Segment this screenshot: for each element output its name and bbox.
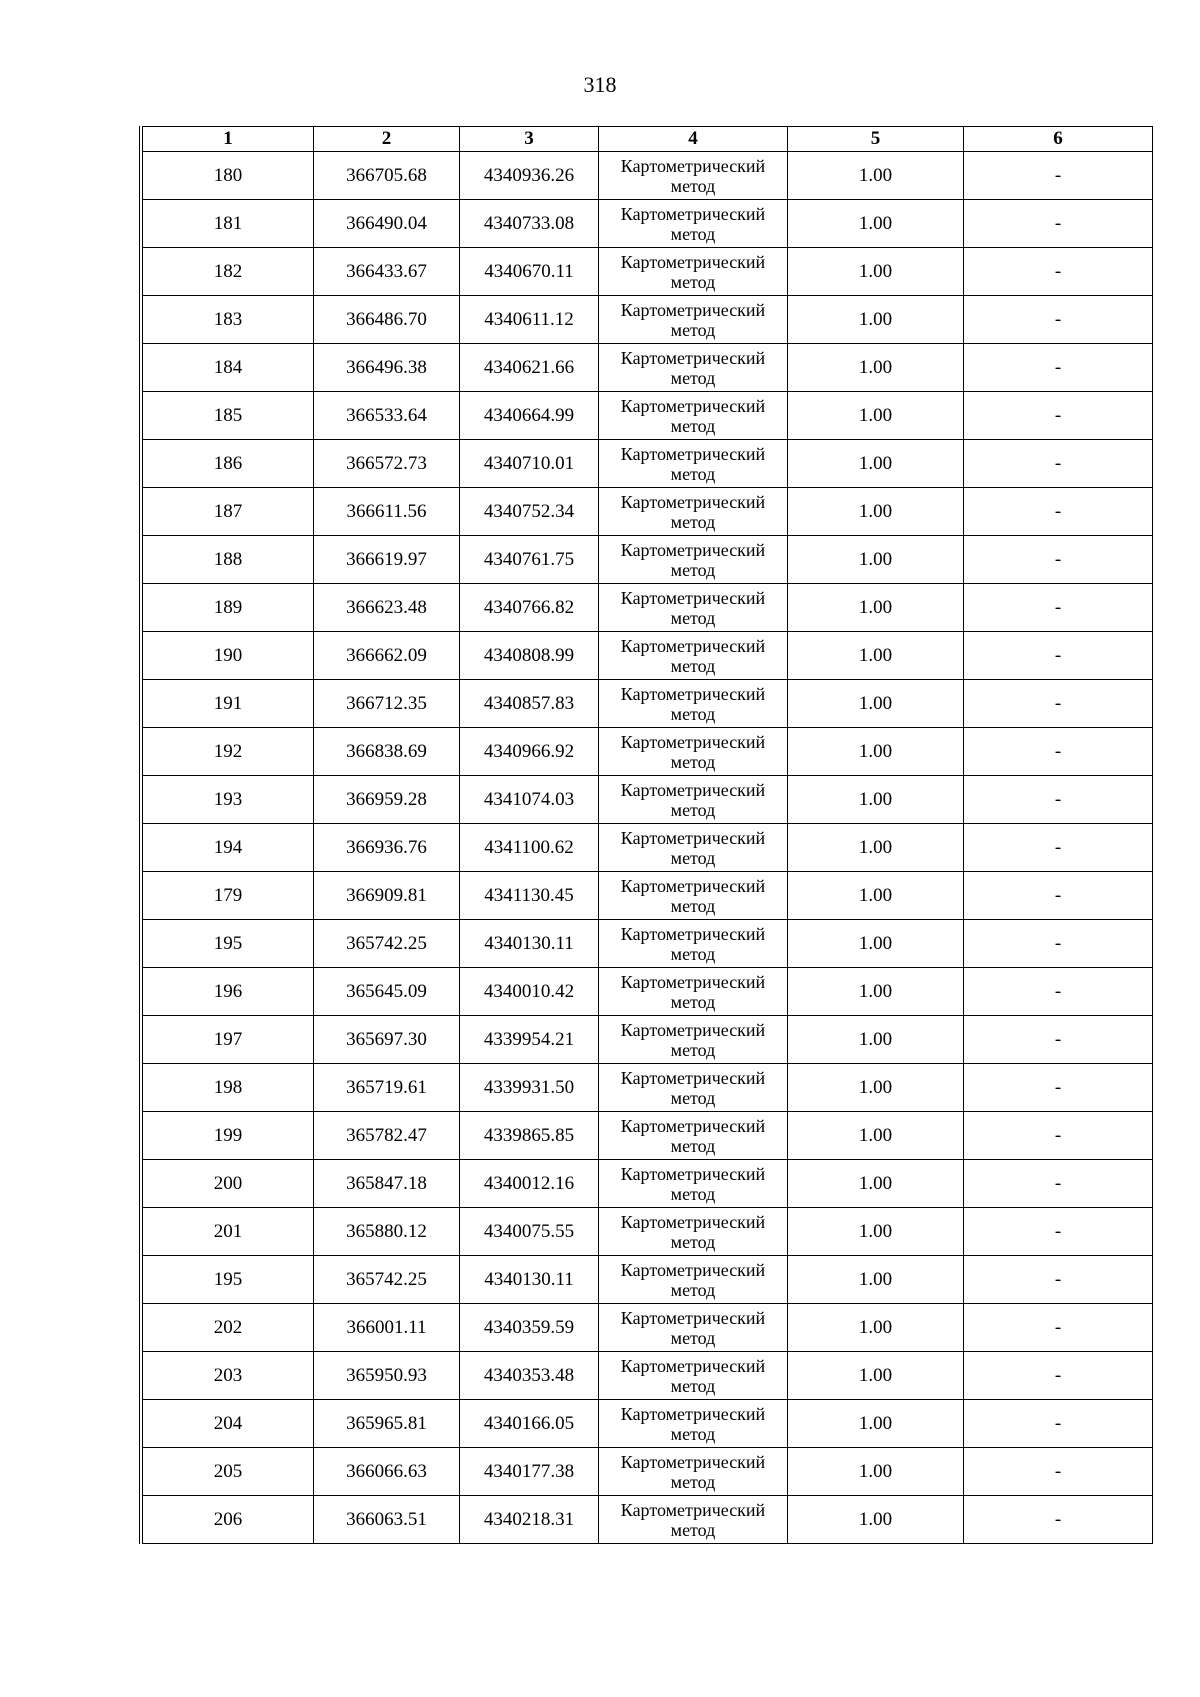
point-number-cell: 196 xyxy=(143,968,314,1016)
y-coordinate-cell: 4340766.82 xyxy=(460,584,599,632)
note-cell: - xyxy=(964,1496,1153,1544)
y-coordinate-cell: 4339954.21 xyxy=(460,1016,599,1064)
point-number-cell: 206 xyxy=(143,1496,314,1544)
note-cell: - xyxy=(964,152,1153,200)
note-cell: - xyxy=(964,296,1153,344)
method-cell: Картометрический метод xyxy=(599,1352,788,1400)
accuracy-cell: 1.00 xyxy=(788,968,964,1016)
x-coordinate-cell: 366572.73 xyxy=(314,440,460,488)
accuracy-cell: 1.00 xyxy=(788,1256,964,1304)
method-cell: Картометрический метод xyxy=(599,632,788,680)
note-cell: - xyxy=(964,1304,1153,1352)
method-cell: Картометрический метод xyxy=(599,968,788,1016)
method-cell: Картометрический метод xyxy=(599,1448,788,1496)
y-coordinate-cell: 4340936.26 xyxy=(460,152,599,200)
table-row xyxy=(143,344,1153,392)
y-coordinate-cell: 4340166.05 xyxy=(460,1400,599,1448)
point-number-cell: 199 xyxy=(143,1112,314,1160)
x-coordinate-cell: 366619.97 xyxy=(314,536,460,584)
note-cell: - xyxy=(964,1400,1153,1448)
point-number-cell: 187 xyxy=(143,488,314,536)
x-coordinate-cell: 365742.25 xyxy=(314,1256,460,1304)
point-number-cell: 185 xyxy=(143,392,314,440)
point-number-cell: 192 xyxy=(143,728,314,776)
y-coordinate-cell: 4340670.11 xyxy=(460,248,599,296)
y-coordinate-cell: 4340752.34 xyxy=(460,488,599,536)
note-cell: - xyxy=(964,632,1153,680)
table-row xyxy=(143,1304,1153,1352)
method-cell: Картометрический метод xyxy=(599,200,788,248)
accuracy-cell: 1.00 xyxy=(788,392,964,440)
method-cell: Картометрический метод xyxy=(599,872,788,920)
y-coordinate-cell: 4340966.92 xyxy=(460,728,599,776)
column-header-2: 2 xyxy=(314,127,460,152)
x-coordinate-cell: 366533.64 xyxy=(314,392,460,440)
accuracy-cell: 1.00 xyxy=(788,1496,964,1544)
accuracy-cell: 1.00 xyxy=(788,632,964,680)
table-row xyxy=(143,536,1153,584)
accuracy-cell: 1.00 xyxy=(788,488,964,536)
note-cell: - xyxy=(964,680,1153,728)
y-coordinate-cell: 4340733.08 xyxy=(460,200,599,248)
note-cell: - xyxy=(964,728,1153,776)
y-coordinate-cell: 4340664.99 xyxy=(460,392,599,440)
method-cell: Картометрический метод xyxy=(599,248,788,296)
accuracy-cell: 1.00 xyxy=(788,1304,964,1352)
accuracy-cell: 1.00 xyxy=(788,440,964,488)
method-cell: Картометрический метод xyxy=(599,1256,788,1304)
table-row xyxy=(143,1400,1153,1448)
note-cell: - xyxy=(964,392,1153,440)
y-coordinate-cell: 4340075.55 xyxy=(460,1208,599,1256)
y-coordinate-cell: 4340177.38 xyxy=(460,1448,599,1496)
table-body xyxy=(143,152,1153,1544)
point-number-cell: 205 xyxy=(143,1448,314,1496)
table-row xyxy=(143,728,1153,776)
accuracy-cell: 1.00 xyxy=(788,776,964,824)
note-cell: - xyxy=(964,1256,1153,1304)
x-coordinate-cell: 366496.38 xyxy=(314,344,460,392)
x-coordinate-cell: 366838.69 xyxy=(314,728,460,776)
x-coordinate-cell: 365965.81 xyxy=(314,1400,460,1448)
y-coordinate-cell: 4340611.12 xyxy=(460,296,599,344)
note-cell: - xyxy=(964,872,1153,920)
table-row xyxy=(143,1496,1153,1544)
method-cell: Картометрический метод xyxy=(599,824,788,872)
y-coordinate-cell: 4339931.50 xyxy=(460,1064,599,1112)
method-cell: Картометрический метод xyxy=(599,584,788,632)
x-coordinate-cell: 366909.81 xyxy=(314,872,460,920)
y-coordinate-cell: 4341100.62 xyxy=(460,824,599,872)
method-cell: Картометрический метод xyxy=(599,680,788,728)
point-number-cell: 203 xyxy=(143,1352,314,1400)
accuracy-cell: 1.00 xyxy=(788,824,964,872)
point-number-cell: 180 xyxy=(143,152,314,200)
x-coordinate-cell: 366433.67 xyxy=(314,248,460,296)
table-row xyxy=(143,1160,1153,1208)
accuracy-cell: 1.00 xyxy=(788,1016,964,1064)
point-number-cell: 200 xyxy=(143,1160,314,1208)
y-coordinate-cell: 4340621.66 xyxy=(460,344,599,392)
point-number-cell: 204 xyxy=(143,1400,314,1448)
y-coordinate-cell: 4340710.01 xyxy=(460,440,599,488)
coordinates-table xyxy=(142,126,1153,1544)
method-cell: Картометрический метод xyxy=(599,1208,788,1256)
method-cell: Картометрический метод xyxy=(599,728,788,776)
x-coordinate-cell: 366611.56 xyxy=(314,488,460,536)
method-cell: Картометрический метод xyxy=(599,1112,788,1160)
method-cell: Картометрический метод xyxy=(599,776,788,824)
x-coordinate-cell: 366486.70 xyxy=(314,296,460,344)
y-coordinate-cell: 4340130.11 xyxy=(460,920,599,968)
y-coordinate-cell: 4341130.45 xyxy=(460,872,599,920)
y-coordinate-cell: 4340359.59 xyxy=(460,1304,599,1352)
note-cell: - xyxy=(964,1352,1153,1400)
method-cell: Картометрический метод xyxy=(599,536,788,584)
column-header-3: 3 xyxy=(460,127,599,152)
x-coordinate-cell: 365645.09 xyxy=(314,968,460,1016)
table-row xyxy=(143,920,1153,968)
note-cell: - xyxy=(964,968,1153,1016)
accuracy-cell: 1.00 xyxy=(788,536,964,584)
point-number-cell: 188 xyxy=(143,536,314,584)
point-number-cell: 195 xyxy=(143,1256,314,1304)
accuracy-cell: 1.00 xyxy=(788,584,964,632)
table-row xyxy=(143,392,1153,440)
y-coordinate-cell: 4341074.03 xyxy=(460,776,599,824)
note-cell: - xyxy=(964,1064,1153,1112)
point-number-cell: 183 xyxy=(143,296,314,344)
accuracy-cell: 1.00 xyxy=(788,1400,964,1448)
accuracy-cell: 1.00 xyxy=(788,296,964,344)
table-row xyxy=(143,1208,1153,1256)
x-coordinate-cell: 366001.11 xyxy=(314,1304,460,1352)
point-number-cell: 190 xyxy=(143,632,314,680)
column-header-1: 1 xyxy=(143,127,314,152)
x-coordinate-cell: 366959.28 xyxy=(314,776,460,824)
accuracy-cell: 1.00 xyxy=(788,728,964,776)
x-coordinate-cell: 366623.48 xyxy=(314,584,460,632)
table-row xyxy=(143,824,1153,872)
point-number-cell: 197 xyxy=(143,1016,314,1064)
method-cell: Картометрический метод xyxy=(599,1064,788,1112)
accuracy-cell: 1.00 xyxy=(788,152,964,200)
note-cell: - xyxy=(964,1448,1153,1496)
accuracy-cell: 1.00 xyxy=(788,248,964,296)
method-cell: Картометрический метод xyxy=(599,296,788,344)
y-coordinate-cell: 4339865.85 xyxy=(460,1112,599,1160)
table-row xyxy=(143,1352,1153,1400)
y-coordinate-cell: 4340012.16 xyxy=(460,1160,599,1208)
table-row xyxy=(143,440,1153,488)
method-cell: Картометрический метод xyxy=(599,1160,788,1208)
x-coordinate-cell: 366712.35 xyxy=(314,680,460,728)
table-row xyxy=(143,296,1153,344)
y-coordinate-cell: 4340761.75 xyxy=(460,536,599,584)
x-coordinate-cell: 365742.25 xyxy=(314,920,460,968)
note-cell: - xyxy=(964,488,1153,536)
column-header-6: 6 xyxy=(964,127,1153,152)
method-cell: Картометрический метод xyxy=(599,1016,788,1064)
accuracy-cell: 1.00 xyxy=(788,344,964,392)
column-header-4: 4 xyxy=(599,127,788,152)
note-cell: - xyxy=(964,344,1153,392)
x-coordinate-cell: 365880.12 xyxy=(314,1208,460,1256)
table-row xyxy=(143,200,1153,248)
table-row xyxy=(143,488,1153,536)
y-coordinate-cell: 4340218.31 xyxy=(460,1496,599,1544)
note-cell: - xyxy=(964,440,1153,488)
note-cell: - xyxy=(964,1208,1153,1256)
point-number-cell: 184 xyxy=(143,344,314,392)
table-row xyxy=(143,1448,1153,1496)
method-cell: Картометрический метод xyxy=(599,488,788,536)
point-number-cell: 194 xyxy=(143,824,314,872)
point-number-cell: 191 xyxy=(143,680,314,728)
note-cell: - xyxy=(964,1112,1153,1160)
table-row xyxy=(143,1016,1153,1064)
method-cell: Картометрический метод xyxy=(599,344,788,392)
table-row xyxy=(143,776,1153,824)
y-coordinate-cell: 4340130.11 xyxy=(460,1256,599,1304)
accuracy-cell: 1.00 xyxy=(788,1448,964,1496)
note-cell: - xyxy=(964,248,1153,296)
method-cell: Картометрический метод xyxy=(599,1496,788,1544)
x-coordinate-cell: 365719.61 xyxy=(314,1064,460,1112)
note-cell: - xyxy=(964,536,1153,584)
table-header-row xyxy=(143,127,1153,152)
method-cell: Картометрический метод xyxy=(599,440,788,488)
x-coordinate-cell: 365782.47 xyxy=(314,1112,460,1160)
accuracy-cell: 1.00 xyxy=(788,1352,964,1400)
x-coordinate-cell: 366490.04 xyxy=(314,200,460,248)
column-header-5: 5 xyxy=(788,127,964,152)
y-coordinate-cell: 4340353.48 xyxy=(460,1352,599,1400)
note-cell: - xyxy=(964,584,1153,632)
y-coordinate-cell: 4340010.42 xyxy=(460,968,599,1016)
point-number-cell: 193 xyxy=(143,776,314,824)
accuracy-cell: 1.00 xyxy=(788,1112,964,1160)
point-number-cell: 186 xyxy=(143,440,314,488)
accuracy-cell: 1.00 xyxy=(788,680,964,728)
x-coordinate-cell: 366063.51 xyxy=(314,1496,460,1544)
x-coordinate-cell: 366066.63 xyxy=(314,1448,460,1496)
table-row xyxy=(143,1064,1153,1112)
accuracy-cell: 1.00 xyxy=(788,1064,964,1112)
x-coordinate-cell: 365697.30 xyxy=(314,1016,460,1064)
note-cell: - xyxy=(964,920,1153,968)
point-number-cell: 201 xyxy=(143,1208,314,1256)
method-cell: Картометрический метод xyxy=(599,392,788,440)
table-row xyxy=(143,680,1153,728)
method-cell: Картометрический метод xyxy=(599,920,788,968)
x-coordinate-cell: 366662.09 xyxy=(314,632,460,680)
page-number: 318 xyxy=(583,72,617,97)
accuracy-cell: 1.00 xyxy=(788,1208,964,1256)
x-coordinate-cell: 365847.18 xyxy=(314,1160,460,1208)
table-row xyxy=(143,632,1153,680)
note-cell: - xyxy=(964,824,1153,872)
note-cell: - xyxy=(964,1016,1153,1064)
method-cell: Картометрический метод xyxy=(599,1304,788,1352)
y-coordinate-cell: 4340808.99 xyxy=(460,632,599,680)
table-row xyxy=(143,1256,1153,1304)
note-cell: - xyxy=(964,1160,1153,1208)
table-row xyxy=(143,584,1153,632)
table-row xyxy=(143,872,1153,920)
point-number-cell: 182 xyxy=(143,248,314,296)
point-number-cell: 202 xyxy=(143,1304,314,1352)
point-number-cell: 195 xyxy=(143,920,314,968)
accuracy-cell: 1.00 xyxy=(788,872,964,920)
accuracy-cell: 1.00 xyxy=(788,920,964,968)
table-row xyxy=(143,152,1153,200)
point-number-cell: 179 xyxy=(143,872,314,920)
method-cell: Картометрический метод xyxy=(599,152,788,200)
table-row xyxy=(143,1112,1153,1160)
table-row xyxy=(143,248,1153,296)
note-cell: - xyxy=(964,776,1153,824)
x-coordinate-cell: 365950.93 xyxy=(314,1352,460,1400)
table-row xyxy=(143,968,1153,1016)
x-coordinate-cell: 366705.68 xyxy=(314,152,460,200)
point-number-cell: 189 xyxy=(143,584,314,632)
point-number-cell: 181 xyxy=(143,200,314,248)
point-number-cell: 198 xyxy=(143,1064,314,1112)
y-coordinate-cell: 4340857.83 xyxy=(460,680,599,728)
accuracy-cell: 1.00 xyxy=(788,1160,964,1208)
coordinates-table-container xyxy=(139,126,1156,1544)
method-cell: Картометрический метод xyxy=(599,1400,788,1448)
accuracy-cell: 1.00 xyxy=(788,200,964,248)
note-cell: - xyxy=(964,200,1153,248)
x-coordinate-cell: 366936.76 xyxy=(314,824,460,872)
